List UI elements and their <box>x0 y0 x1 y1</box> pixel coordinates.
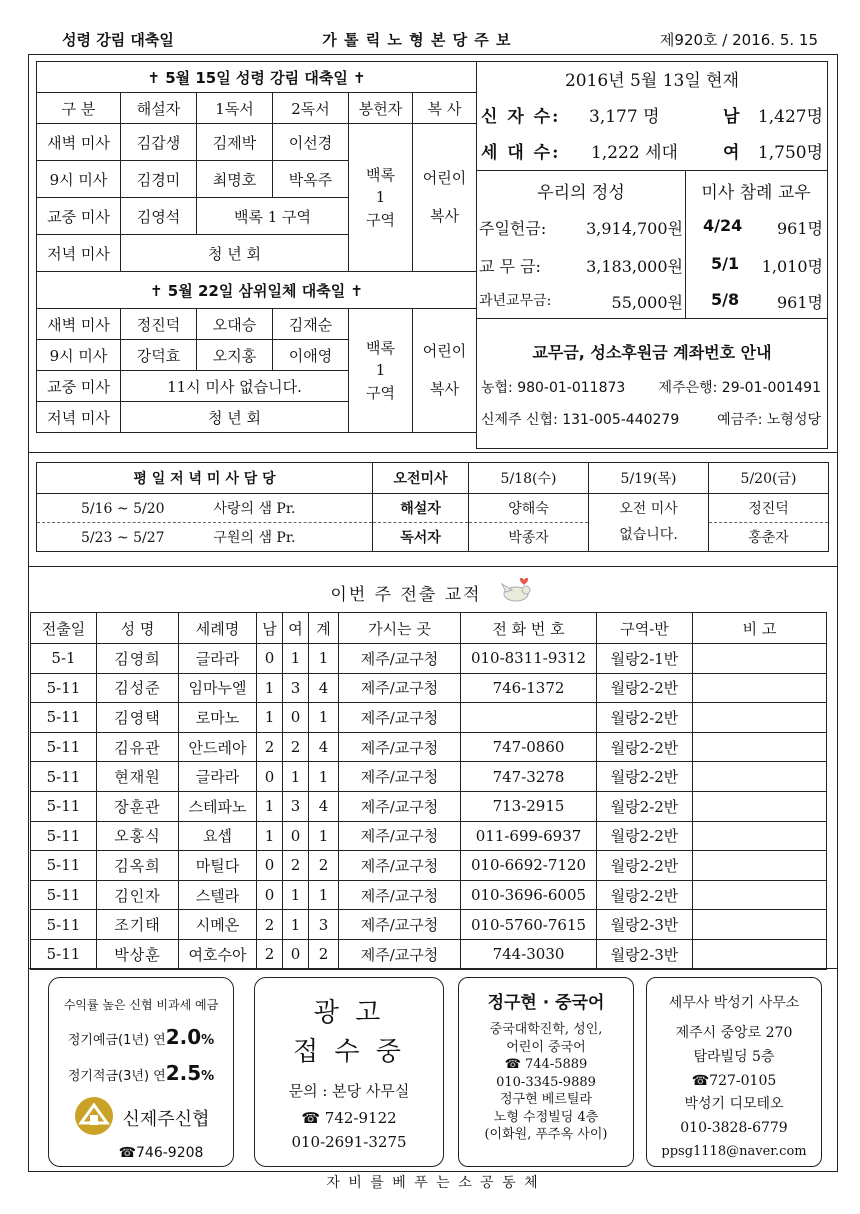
baptismal-name: 글라라 <box>179 644 257 674</box>
baptismal-name: 스텔라 <box>179 880 257 910</box>
offering-group: 백록 1 구역 <box>349 124 413 272</box>
ad-wanted-line1: 광 고 <box>313 998 385 1028</box>
phone-number: 713-2915 <box>461 791 597 821</box>
weekday-row <box>37 523 373 552</box>
member-name: 현재원 <box>97 762 179 792</box>
mass-name: 9시 미사 <box>37 340 121 371</box>
households-label: 세 대 수: <box>481 143 561 163</box>
ad-bank-deposit: 정기예금(1년) 연 <box>67 1033 166 1048</box>
bulletin-title: 가 톨 릭 노 형 본 당 주 보 <box>322 30 512 49</box>
mass-name: 저녁 미사 <box>37 235 121 272</box>
youth-group: 청 년 회 <box>121 235 349 272</box>
offering-value: 3,183,000원 <box>586 257 683 276</box>
district: 월랑2-2반 <box>597 880 693 910</box>
col-header: 해설자 <box>121 93 197 124</box>
transfer-title-row <box>28 576 838 608</box>
mass-name: 9시 미사 <box>37 161 121 198</box>
baptismal-name: 요셉 <box>179 821 257 851</box>
transfer-date: 5-11 <box>31 821 97 851</box>
ad-bank-percent: % <box>201 1033 215 1048</box>
phone-number: 010-6692-7120 <box>461 851 597 881</box>
member-name: 김영희 <box>97 644 179 674</box>
destination: 제주/교구청 <box>339 821 461 851</box>
believers-count: 3,177 명 <box>589 107 660 127</box>
baptismal-name: 스테파노 <box>179 791 257 821</box>
destination: 제주/교구청 <box>339 910 461 940</box>
female-count: 3 <box>283 791 309 821</box>
commentator: 김경미 <box>121 161 197 198</box>
table-row <box>31 939 827 969</box>
ad-tax-line: 제주시 중앙로 270 <box>675 1025 793 1041</box>
district: 월랑2-2반 <box>597 791 693 821</box>
male-count: 2 <box>257 939 283 969</box>
total-count: 1 <box>309 644 339 674</box>
prayer-group: 사랑의 샘 Pr. <box>213 501 296 517</box>
female-count: 1 <box>283 644 309 674</box>
transfer-col-header: 가시는 곳 <box>339 613 461 644</box>
male-count: 0 <box>257 880 283 910</box>
baptismal-name: 마틸다 <box>179 851 257 881</box>
destination: 제주/교구청 <box>339 673 461 703</box>
district: 월랑2-2반 <box>597 703 693 733</box>
ad-bank-deposit-rate: 2.0 <box>165 1025 202 1049</box>
commentator-label: 해설자 <box>373 494 469 523</box>
total-count: 4 <box>309 791 339 821</box>
destination: 제주/교구청 <box>339 939 461 969</box>
altar-server: 어린이 복사 <box>413 124 477 272</box>
ad-chinese-line: 중국대학진학, 성인, <box>489 1022 603 1037</box>
reader2: 이애영 <box>273 340 349 371</box>
male-count: 0 <box>257 644 283 674</box>
mass-schedule-table <box>36 61 477 433</box>
baptismal-name: 임마누엘 <box>179 673 257 703</box>
total-count: 1 <box>309 821 339 851</box>
remarks <box>693 880 827 910</box>
transfer-date: 5-11 <box>31 939 97 969</box>
prayer-group: 구원의 샘 Pr. <box>213 530 296 546</box>
ad-tax-line: ppsg1118@naver.com <box>661 1143 807 1159</box>
ad-chinese-line: (이화원, 푸주옥 사이) <box>484 1127 608 1143</box>
reader: 박종자 <box>469 523 589 552</box>
morning-mass-label: 오전미사 <box>373 463 469 494</box>
table-row <box>31 762 827 792</box>
female-count: 0 <box>283 821 309 851</box>
week1-title: ✝ 5월 15일 성령 강림 대축일 ✝ <box>37 62 477 93</box>
phone-number: 011-699-6937 <box>461 821 597 851</box>
baptismal-name: 안드레아 <box>179 732 257 762</box>
female-count: 1 <box>283 880 309 910</box>
ad-chinese-academy <box>458 977 634 1167</box>
table-row <box>31 880 827 910</box>
issue-number: 제920호 / 2016. 5. 15 <box>659 30 818 49</box>
reader2: 이선경 <box>273 124 349 161</box>
reader1: 오지홍 <box>197 340 273 371</box>
transfer-col-header: 계 <box>309 613 339 644</box>
offering-value: 3,914,700원 <box>586 219 683 238</box>
day-header: 5/20(금) <box>709 463 829 494</box>
female-label: 여 <box>723 143 740 163</box>
phone-number: 744-3030 <box>461 939 597 969</box>
believers-label: 신 자 수: <box>481 107 561 127</box>
transfer-col-header: 여 <box>283 613 309 644</box>
account-shinhyup: 신제주 신협: 131-005-440279 <box>481 412 680 428</box>
male-count: 1 <box>257 791 283 821</box>
male-count: 1,427명 <box>757 107 823 127</box>
transfer-date: 5-11 <box>31 703 97 733</box>
ad-credit-union <box>48 977 234 1167</box>
destination: 제주/교구청 <box>339 732 461 762</box>
col-header: 구 분 <box>37 93 121 124</box>
col-header: 2독서 <box>273 93 349 124</box>
male-count: 2 <box>257 732 283 762</box>
district: 월랑2-3반 <box>597 910 693 940</box>
reader: 홍춘자 <box>709 523 829 552</box>
ad-bank-name: 신제주신협 <box>122 1109 210 1130</box>
female-count: 2 <box>283 851 309 881</box>
table-row <box>31 851 827 881</box>
account-nh: 농협: 980-01-011873 <box>481 380 626 396</box>
attendance-count: 1,010명 <box>761 257 823 276</box>
female-count: 3 <box>283 673 309 703</box>
ad-bank-phone: ☎746-9208 <box>118 1145 204 1161</box>
destination: 제주/교구청 <box>339 703 461 733</box>
remarks <box>693 762 827 792</box>
bulletin-header <box>62 28 818 50</box>
commentator: 김영석 <box>121 198 197 235</box>
district: 월랑2-1반 <box>597 644 693 674</box>
ad-wanted-contact: 문의 : 본당 사무실 <box>288 1082 410 1100</box>
remarks <box>693 851 827 881</box>
member-name: 김영택 <box>97 703 179 733</box>
ad-bank-line1: 수익률 높은 신협 비과세 예금 <box>63 998 219 1012</box>
attendance-count: 961명 <box>777 219 823 238</box>
transfer-col-header: 전출일 <box>31 613 97 644</box>
attendance-title: 미사 참례 교우 <box>701 183 811 203</box>
no-mass-note: 11시 미사 없습니다. <box>121 371 349 402</box>
remarks <box>693 732 827 762</box>
phone-number: 010-8311-9312 <box>461 644 597 674</box>
remarks <box>693 910 827 940</box>
reader-label: 독서자 <box>373 523 469 552</box>
attendance-date: 5/8 <box>711 290 740 309</box>
destination: 제주/교구청 <box>339 791 461 821</box>
commentator: 정진덕 <box>709 494 829 523</box>
weekday-mass-table <box>36 462 829 552</box>
table-row <box>31 644 827 674</box>
remarks <box>693 791 827 821</box>
female-count: 1 <box>283 910 309 940</box>
ad-bank-percent: % <box>201 1069 215 1084</box>
table-row <box>31 673 827 703</box>
member-name: 박상훈 <box>97 939 179 969</box>
member-name: 조기태 <box>97 910 179 940</box>
transfer-date: 5-11 <box>31 910 97 940</box>
col-header: 1독서 <box>197 93 273 124</box>
transfer-col-header: 비 고 <box>693 613 827 644</box>
ad-chinese-line: 010-3345-9889 <box>496 1074 596 1090</box>
ad-wanted-line2: 접 수 중 <box>293 1037 405 1067</box>
phone-number: 010-3696-6005 <box>461 880 597 910</box>
total-count: 2 <box>309 851 339 881</box>
destination: 제주/교구청 <box>339 880 461 910</box>
remarks <box>693 703 827 733</box>
male-count: 2 <box>257 910 283 940</box>
transfer-col-header: 성 명 <box>97 613 179 644</box>
district: 월랑2-2반 <box>597 851 693 881</box>
table-row <box>31 910 827 940</box>
male-count: 0 <box>257 762 283 792</box>
transfer-date: 5-11 <box>31 762 97 792</box>
table-row <box>31 821 827 851</box>
ad-wanted-phone1: ☎ 742-9122 <box>301 1109 397 1127</box>
offering-value: 55,000원 <box>611 293 683 312</box>
reader2: 박옥주 <box>273 161 349 198</box>
feast-name: 성령 강림 대축일 <box>62 30 174 49</box>
transfer-table <box>30 612 827 970</box>
baptismal-name: 글라라 <box>179 762 257 792</box>
district: 월랑2-2반 <box>597 673 693 703</box>
no-morning-mass-note: 오전 미사 없습니다. <box>589 494 709 552</box>
stats-panel <box>476 61 828 449</box>
ad-tax-line: ☎727-0105 <box>691 1072 777 1089</box>
total-count: 1 <box>309 703 339 733</box>
district: 월랑2-2반 <box>597 821 693 851</box>
offering-title: 우리의 정성 <box>537 183 625 203</box>
day-header: 5/19(목) <box>589 463 709 494</box>
total-count: 4 <box>309 673 339 703</box>
total-count: 4 <box>309 732 339 762</box>
phone-number: 747-0860 <box>461 732 597 762</box>
transfer-date: 5-11 <box>31 851 97 881</box>
member-name: 김인자 <box>97 880 179 910</box>
ad-tax-line: 탐라빌딩 5층 <box>693 1048 775 1065</box>
altar-server: 어린이 복사 <box>413 309 477 433</box>
remarks <box>693 644 827 674</box>
mass-name: 새벽 미사 <box>37 309 121 340</box>
week2-title: ✝ 5월 22일 삼위일체 대축일 ✝ <box>37 272 477 309</box>
commentator: 정진덕 <box>121 309 197 340</box>
offering-label: 주일헌금: <box>479 219 547 238</box>
mass-name: 교중 미사 <box>37 371 121 402</box>
phone-number: 746-1372 <box>461 673 597 703</box>
total-count: 1 <box>309 880 339 910</box>
member-name: 김옥희 <box>97 851 179 881</box>
households-count: 1,222 세대 <box>591 143 678 163</box>
district: 월랑2-2반 <box>597 762 693 792</box>
credit-union-logo-icon <box>73 1095 115 1141</box>
reader1: 오대승 <box>197 309 273 340</box>
total-count: 3 <box>309 910 339 940</box>
member-name: 김유관 <box>97 732 179 762</box>
weekday-row <box>37 494 373 523</box>
district: 월랑2-2반 <box>597 732 693 762</box>
ad-chinese-line: 노형 수정빌딩 4층 <box>493 1109 599 1125</box>
member-name: 오홍식 <box>97 821 179 851</box>
reader1: 최명호 <box>197 161 273 198</box>
period: 5/23 ~ 5/27 <box>81 530 165 546</box>
offering-label: 교 무 금: <box>479 257 541 276</box>
remarks <box>693 821 827 851</box>
ad-chinese-line: 어린이 중국어 <box>506 1039 586 1055</box>
col-header: 복 사 <box>413 93 477 124</box>
period: 5/16 ~ 5/20 <box>81 501 165 517</box>
transfer-col-header: 전 화 번 호 <box>461 613 597 644</box>
ad-tax-line: 010-3828-6779 <box>680 1120 788 1137</box>
ad-chinese-line: ☎ 744-5889 <box>504 1057 588 1073</box>
weekday-title: 평 일 저 녁 미 사 담 당 <box>37 463 373 494</box>
destination: 제주/교구청 <box>339 851 461 881</box>
member-name: 김성준 <box>97 673 179 703</box>
transfer-date: 5-1 <box>31 644 97 674</box>
baptismal-name: 여호수아 <box>179 939 257 969</box>
transfer-date: 5-11 <box>31 673 97 703</box>
attendance-date: 5/1 <box>711 254 740 273</box>
male-count: 0 <box>257 851 283 881</box>
account-holder: 예금주: 노형성당 <box>717 412 821 428</box>
transfer-date: 5-11 <box>31 791 97 821</box>
attendance-date: 4/24 <box>703 216 743 235</box>
mass-name: 저녁 미사 <box>37 402 121 433</box>
transfer-date: 5-11 <box>31 880 97 910</box>
transfer-date: 5-11 <box>31 732 97 762</box>
phone-number <box>461 703 597 733</box>
account-title: 교무금, 성소후원금 계좌번호 안내 <box>532 343 772 362</box>
female-count: 2 <box>283 732 309 762</box>
mass-name: 교중 미사 <box>37 198 121 235</box>
ad-bank-savings: 정기적금(3년) 연 <box>67 1069 166 1084</box>
footer-motto: 자 비 를 베 푸 는 소 공 동 체 <box>326 1175 540 1191</box>
transfer-title: 이번 주 전출 교적 <box>330 584 482 605</box>
ad-wanted-phone2: 010-2691-3275 <box>291 1133 407 1151</box>
male-count: 1 <box>257 673 283 703</box>
reader1: 김제박 <box>197 124 273 161</box>
transfer-col-header: 남 <box>257 613 283 644</box>
transfer-col-header: 세례명 <box>179 613 257 644</box>
commentator: 강덕효 <box>121 340 197 371</box>
phone-number: 747-3278 <box>461 762 597 792</box>
male-label: 남 <box>723 107 740 127</box>
reader2: 김재순 <box>273 309 349 340</box>
district: 월랑2-3반 <box>597 939 693 969</box>
baptismal-name: 로마노 <box>179 703 257 733</box>
table-row <box>31 703 827 733</box>
ad-tax-line: 박성기 디모테오 <box>684 1096 784 1113</box>
table-row <box>31 791 827 821</box>
table-row <box>31 732 827 762</box>
attendance-count: 961명 <box>777 293 823 312</box>
female-count: 1,750명 <box>757 143 823 163</box>
dove-icon <box>500 574 536 611</box>
male-count: 1 <box>257 703 283 733</box>
male-count: 1 <box>257 821 283 851</box>
mass-name: 새벽 미사 <box>37 124 121 161</box>
ad-chinese-title: 정구현 · 중국어 <box>487 993 605 1013</box>
female-count: 0 <box>283 939 309 969</box>
offering-group: 백록 1 구역 <box>349 309 413 433</box>
readers-merged: 백록 1 구역 <box>197 198 349 235</box>
destination: 제주/교구청 <box>339 762 461 792</box>
phone-number: 010-5760-7615 <box>461 910 597 940</box>
remarks <box>693 673 827 703</box>
commentator: 양해숙 <box>469 494 589 523</box>
commentator: 김갑생 <box>121 124 197 161</box>
total-count: 2 <box>309 939 339 969</box>
offering-label: 과년교무금: <box>479 293 552 309</box>
total-count: 1 <box>309 762 339 792</box>
member-name: 장훈관 <box>97 791 179 821</box>
account-jeju: 제주은행: 29-01-001491 <box>658 380 821 396</box>
ad-bank-savings-rate: 2.5 <box>165 1061 202 1085</box>
destination: 제주/교구청 <box>339 644 461 674</box>
stats-date: 2016년 5월 13일 현재 <box>564 71 740 91</box>
youth-group: 청 년 회 <box>121 402 349 433</box>
ad-tax-title: 세무사 박성기 사무소 <box>668 995 800 1011</box>
ad-tax-office <box>646 977 822 1167</box>
ad-chinese-line: 정구현 베르틸라 <box>499 1092 593 1108</box>
female-count: 1 <box>283 762 309 792</box>
transfer-col-header: 구역-반 <box>597 613 693 644</box>
baptismal-name: 시메온 <box>179 910 257 940</box>
remarks <box>693 939 827 969</box>
female-count: 0 <box>283 703 309 733</box>
day-header: 5/18(수) <box>469 463 589 494</box>
col-header: 봉헌자 <box>349 93 413 124</box>
ad-space-available <box>254 977 444 1167</box>
